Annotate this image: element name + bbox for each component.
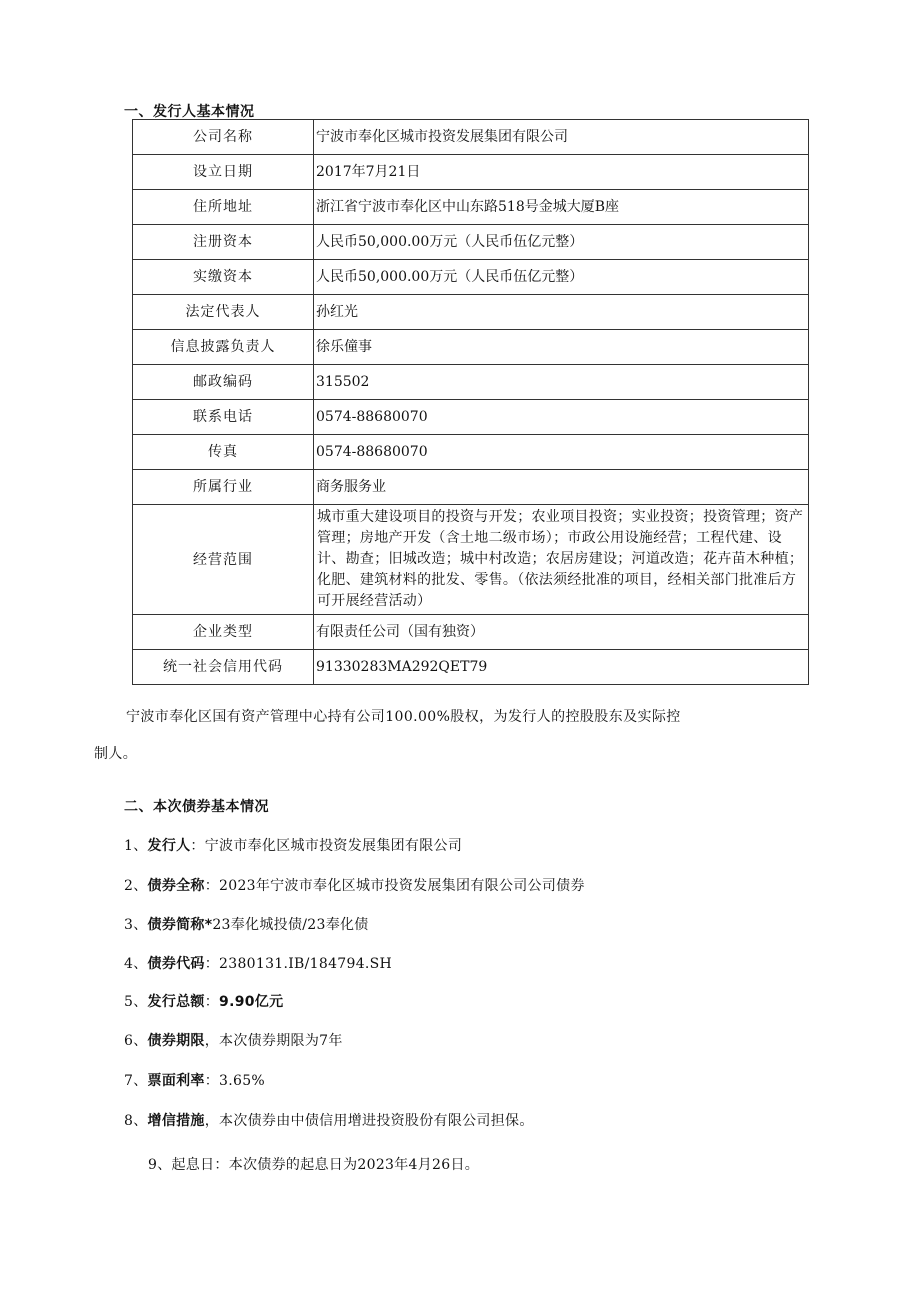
item-value: 本次债券期限为7年: [219, 1033, 343, 1049]
item-number: 4、: [124, 956, 148, 972]
item-separator: ：: [204, 1073, 220, 1089]
item-number: 3、: [124, 917, 148, 933]
table-row: [133, 155, 809, 190]
table-row: [133, 295, 809, 330]
section-2-heading: 二、本次债券基本情况: [124, 799, 269, 815]
row-value-industry: 商务服务业: [314, 470, 809, 505]
item-value: 23奉化城投债/23奉化债: [212, 917, 369, 933]
bond-item-short-name: [124, 914, 369, 934]
table-row: [133, 615, 809, 650]
bond-item-total-amount: [124, 991, 283, 1011]
item-separator: ：: [204, 956, 220, 972]
row-value-business-scope: 城市重大建设项目的投资与开发；农业项目投资；实业投资；投资管理；资产管理；房地产开发（含土地二级市场）；市政公用设施经营；工程代建、设计、勘查；旧城改造；城中村改造；农居房建设；河道改造；花卉苗木种植；化肥、建筑材料的批发、零售。（依法须经批准的项目，经相关部门批准后方可开展经营活动）: [314, 505, 809, 615]
table-row: [133, 400, 809, 435]
row-value-address: 浙江省宁波市奉化区中山东路518号金城大厦B座: [314, 190, 809, 225]
item-number: 7、: [124, 1073, 148, 1089]
row-label-paid-in-capital: 实缴资本: [133, 260, 314, 295]
row-label-enterprise-type: 企业类型: [133, 615, 314, 650]
ownership-note-line-1: 宁波市奉化区国有资产管理中心持有公司100.00%股权，为发行人的控股股东及实际控: [126, 709, 681, 725]
table-row: [133, 225, 809, 260]
bond-item-coupon-rate: [124, 1070, 265, 1090]
item-number: 1、: [124, 838, 148, 854]
item-separator: ：: [204, 994, 220, 1010]
row-value-postal-code: 315502: [314, 365, 809, 400]
item-separator: ，: [204, 1033, 220, 1049]
row-value-enterprise-type: 有限责任公司（国有独资）: [314, 615, 809, 650]
item-value: 宁波市奉化区城市投资发展集团有限公司: [204, 838, 463, 854]
item-number: 8、: [124, 1113, 148, 1129]
row-value-disclosure-officer: 徐乐僮事: [314, 330, 809, 365]
item-number: 6、: [124, 1033, 148, 1049]
row-label-phone: 联系电话: [133, 400, 314, 435]
row-label-industry: 所属行业: [133, 470, 314, 505]
table-row: [133, 330, 809, 365]
row-label-registered-capital: 注册资本: [133, 225, 314, 260]
item-separator: ：: [204, 878, 220, 894]
table-row: [133, 120, 809, 155]
row-label-credit-code: 统一社会信用代码: [133, 650, 314, 685]
table-row: [133, 260, 809, 295]
bond-item-issuer: [124, 835, 462, 855]
bond-item-credit-enhancement: [124, 1110, 534, 1130]
table-row: [133, 190, 809, 225]
row-label-legal-rep: 法定代表人: [133, 295, 314, 330]
item-separator: ，: [204, 1113, 220, 1129]
section-1-heading: 一、发行人基本情况: [124, 104, 255, 120]
table-row: [133, 435, 809, 470]
row-value-phone: 0574-88680070: [314, 400, 809, 435]
item-number: 2、: [124, 878, 148, 894]
bond-item-full-name: [124, 875, 585, 895]
row-label-postal-code: 邮政编码: [133, 365, 314, 400]
table-row: [133, 505, 809, 615]
ownership-note-line-2: 制人。: [94, 746, 138, 762]
item-key: 增信措施: [147, 1113, 205, 1129]
item-key: 债券全称: [147, 878, 205, 894]
bond-item-term: [124, 1030, 343, 1050]
row-value-credit-code: 91330283MA292QET79: [314, 650, 809, 685]
item-value: 3.65%: [219, 1073, 266, 1089]
row-label-disclosure-officer: 信息披露负责人: [133, 330, 314, 365]
issuer-info-table: [132, 119, 809, 685]
item-number: 5、: [124, 994, 148, 1010]
row-value-fax: 0574-88680070: [314, 435, 809, 470]
row-label-company-name: 公司名称: [133, 120, 314, 155]
table-row: [133, 650, 809, 685]
item-value: 2023年宁波市奉化区城市投资发展集团有限公司公司债券: [219, 878, 585, 894]
row-label-fax: 传真: [133, 435, 314, 470]
row-value-founded-date: 2017年7月21日: [314, 155, 809, 190]
item-key: 债券期限: [147, 1033, 205, 1049]
row-label-founded-date: 设立日期: [133, 155, 314, 190]
item-value: 2380131.IB/184794.SH: [219, 956, 393, 972]
row-value-registered-capital: 人民币50,000.00万元（人民币伍亿元整）: [314, 225, 809, 260]
table-row: [133, 365, 809, 400]
bond-item-code: [124, 953, 392, 973]
row-value-company-name: 宁波市奉化区城市投资发展集团有限公司: [314, 120, 809, 155]
item-key: 发行人: [147, 838, 191, 854]
row-label-business-scope: 经营范围: [133, 505, 314, 615]
item-key: 债券代码: [147, 956, 205, 972]
row-value-legal-rep: 孙红光: [314, 295, 809, 330]
item-separator: ：: [190, 838, 205, 854]
item-key: 发行总额: [147, 994, 205, 1010]
item-key: 债券简称*: [147, 917, 213, 933]
item-value: 本次债券由中债信用增进投资股份有限公司担保。: [219, 1113, 534, 1129]
row-label-address: 住所地址: [133, 190, 314, 225]
item-value: 9.90亿元: [219, 994, 284, 1010]
row-value-paid-in-capital: 人民币50,000.00万元（人民币伍亿元整）: [314, 260, 809, 295]
item-key: 票面利率: [147, 1073, 205, 1089]
bond-item-value-date: 9、起息日：本次债券的起息日为2023年4月26日。: [148, 1157, 480, 1173]
table-row: [133, 470, 809, 505]
